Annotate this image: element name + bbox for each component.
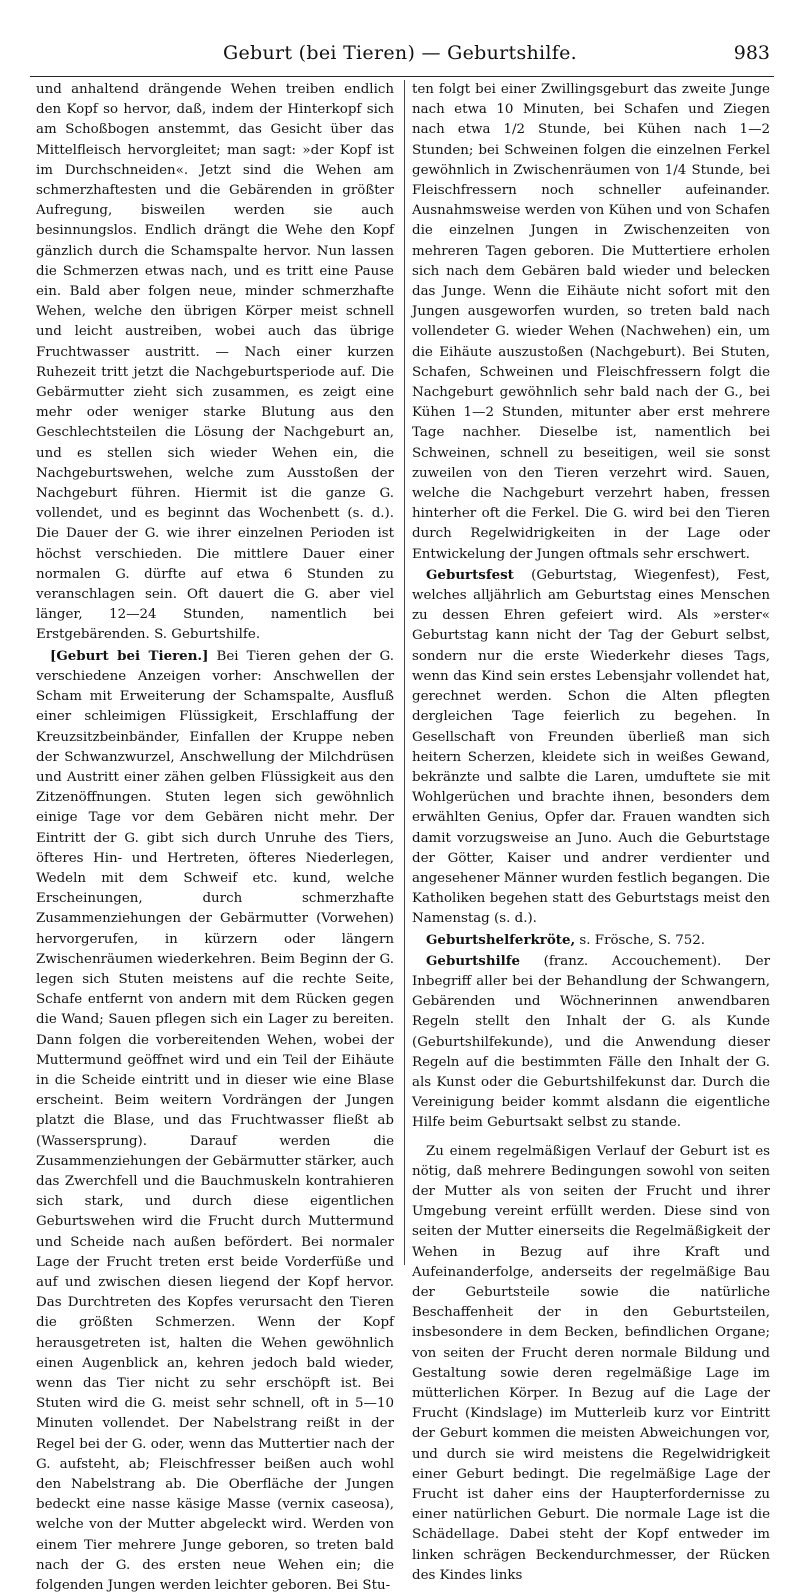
right-column (412, 80, 770, 1583)
header-rule (30, 76, 774, 77)
running-title: Geburt (bei Tieren) — Geburtshilfe. (222, 42, 578, 64)
entry-text: s. Frösche, S. 752. (579, 932, 706, 948)
column-divider (404, 80, 405, 1265)
section-heading: [Geburt bei Tieren.] (50, 647, 209, 664)
page-header (30, 42, 770, 68)
entry-headword: Geburtsfest (426, 566, 514, 583)
entry (412, 565, 770, 930)
entry-headword: Geburtshilfe (426, 952, 521, 969)
entry-headword: Geburtshelferkröte, (426, 931, 576, 948)
paragraph: und anhaltend drängende Wehen treiben endlich den Kopf so hervor, daß, indem der Hinterkopf sich am Schoßbogen anstemmt, das Gesicht über das Mittelfleisch hervorgleitet; man sagt: »der Kopf ist im Durchschneiden«. Jetzt sind die Wehen am schmerzhaftesten und die Gebärenden in größter Aufregung, bisweilen werden sie auch besinnungslos. Endlich drängt die Wehe den Kopf gänzlich durch die Schamspalte hervor. Nun lassen die Schmerzen etwas nach, und es tritt eine Pause ein. Bald aber folgen neue, minder schmerzhafte Wehen, welche den übrigen Körper meist schnell und leicht austreiben, wobei auch das übrige Fruchtwasser austritt. — Nach einer kurzen Ruhezeit tritt jetzt die Nachgeburtsperiode auf. Die Gebärmutter zieht sich zusammen, es zeigt eine mehr oder weniger starke Blutung aus den Geschlechtsteilen die Lösung der Nachgeburt an, und es stellen sich wieder Wehen ein, die Nachgeburtswehen, welche zum Ausstoßen der Nachgeburt führen. Hiermit ist die ganze G. vollendet, und es beginnt das Wochenbett (s. d.). Die Dauer der G. wie ihrer einzelnen Perioden ist höchst verschieden. Die mittlere Dauer einer normalen G. dürfte auf etwa 6 Stunden zu veranschlagen sein. Oft dauert die G. aber viel länger, 12—24 Stunden, namentlich bei Erstgebärenden. S. Geburtshilfe. (36, 82, 394, 643)
paragraph-text: Bei Tieren gehen der G. verschiedene Anzeigen vorher: Anschwellen der Scham mit Erweiterung der Schamspalte, Ausfluß einer schleimigen Flüssigkeit, Erschlaffung der Kreuzsitzbeinbänder, Einfallen der Kruppe neben der Schwanzwurzel, Anschwellung der Milchdrüsen und Austritt einer zähen gelben Flüssigkeit aus den Zitzenöffnungen. Stuten legen sich gewöhnlich einige Tage vor dem Gebären nicht mehr. Der Eintritt der G. gibt sich durch Unruhe des Tiers, öfteres Hin- und Hertreten, öfteres Niederlegen, Wedeln mit dem Schweif etc. kund, welche Erscheinungen, durch schmerzhafte Zusammenziehungen der Gebärmutter (Vorwehen) hervorgerufen, in kürzern oder längern Zwischenräumen wiederkehren. Beim Beginn der G. legen sich Stuten meistens auf die rechte Seite, Schafe entfernt von andern mit dem Rücken gegen die Wand; Sauen pflegen sich ein Lager zu bereiten. Dann folgen die vorbereitenden Wehen, wobei der Muttermund geöffnet wird und ein Teil der Eihäute in die Scheide eintritt und in dieser wie eine Blase erscheint. Beim weitern Vordrängen der Jungen platzt die Blase, und das Fruchtwasser fließt ab (Wassersprung). Darauf werden die Zusammenziehungen der Gebärmutter stärker, auch das Zwerchfell und die Bauchmuskeln kontrahieren sich stark, und durch diese eigentlichen Geburtswehen wird die Frucht durch Muttermund und Scheide nach außen befördert. Bei normaler Lage der Frucht treten erst beide Vorderfüße und auf und zwischen diesen liegend der Kopf hervor. Das Durchtreten des Kopfes verursacht den Tieren die größten Schmerzen. Wenn der Kopf herausgetreten ist, halten die Wehen gewöhnlich einen Augenblick an, kehren jedoch bald wieder, wenn das Tier nicht zu sehr erschöpft ist. Bei Stuten wird die G. meist sehr schnell, oft in 5—10 Minuten vollendet. Der Nabelstrang reißt in der Regel bei der G. oder, wenn das Muttertier nach der G. aufsteht, ab; Fleischfresser beißen auch wohl den Nabelstrang ab. Die Oberfläche der Jungen bedeckt eine nasse käsige Masse (vernix caseosa), welche von der Mutter abgeleckt wird. Werden von einem Tier mehrere Junge geboren, so treten bald nach der G. des ersten neue Wehen ein; die folgenden Jungen werden leichter geboren. Bei Stu- (36, 648, 394, 1594)
paragraph (36, 646, 394, 1596)
paragraph: ten folgt bei einer Zwillingsgeburt das zweite Junge nach etwa 10 Minuten, bei Schafen und Ziegen nach etwa 1/2 Stunde, bei Kühen nach 1—2 Stunden; bei Schweinen folgen die einzelnen Ferkel gewöhnlich in Zwischenräumen von 1/4 Stunde, bei Fleischfressern noch schneller aufeinander. Ausnahmsweise werden von Kühen und von Schafen die einzelnen Jungen in Zwischenzeiten von mehreren Tagen geboren. Die Muttertiere erholen sich nach dem Gebären bald wieder und belecken das Junge. Wenn die Eihäute nicht sofort mit den Jungen ausgeworfen wurden, so treten bald nach vollendeter G. wieder Wehen (Nachwehen) ein, um die Eihäute auszustoßen (Nachgeburt). Bei Stuten, Schafen, Schweinen und Fleischfressern folgt die Nachgeburt gewöhnlich sehr bald nach der G., bei Kühen 1—2 Stunden, mitunter aber erst mehrere Tage nachher. Dieselbe ist, namentlich bei Schweinen, schnell zu beseitigen, weil sie sonst zuweilen von den Tieren verzehrt wird. Sauen, welche die Nachgeburt verzehrt haben, fressen hinterher oft die Ferkel. Die G. wird bei den Tieren durch Regelwidrigkeiten in der Lage oder Entwickelung der Jungen oftmals sehr erschwert. (412, 82, 770, 562)
entry-text: (Geburtstag, Wiegenfest), Fest, welches alljährlich am Geburtstag eines Menschen zu dessen Ehren gefeiert wird. Als »erster« Geburtstag kann nicht der Tag der Geburt selbst, sondern nur die erste Wiederkehr dieses Tags, wenn das Kind sein erstes Lebensjahr vollendet hat, gerechnet werden. Schon die Alten pflegten dergleichen Tage feierlich zu begehen. In Gesellschaft von Freunden überließ man sich heitern Scherzen, kleidete sich in weißes Gewand, bekränzte und salbte die Laren, umduftete sie mit Wohlgerüchen und brachte ihnen, besonders dem erwählten Genius, Opfer dar. Frauen wandten sich damit vorzugsweise an Juno. Auch die Geburtstage der Götter, Kaiser und andrer verdienter und angesehener Männer wurden festlich begangen. Die Katholiken begehen statt des Geburtstags meist den Namenstag (s. d.). (412, 567, 770, 927)
entry (412, 951, 770, 1134)
left-column (36, 80, 394, 1594)
paragraph: Zu einem regelmäßigen Verlauf der Geburt ist es nötig, daß mehrere Bedingungen sowohl von seiten der Mutter als von seiten der Frucht und ihrer Umgebung vereint erfüllt werden. Diese sind von seiten der Mutter einerseits die Regelmäßigkeit der Wehen in Bezug auf ihre Kraft und Aufeinanderfolge, anderseits der regelmäßige Bau der Geburtsteile sowie die natürliche Beschaffenheit der in den Geburtsteilen, insbesondere in dem Becken, befindlichen Organe; von seiten der Frucht deren normale Bildung und Gestaltung sowie deren regelmäßige Lage im mütterlichen Körper. In Bezug auf die Lage der Frucht (Kindslage) im Mutterleib kurz vor Eintritt der Geburt kommen die meisten Abweichungen vor, und durch sie wird meistens die Regelwidrigkeit einer Geburt bedingt. Die regelmäßige Lage der Frucht ist daher eins der Haupterfordernisse zu einer natürlichen Geburt. Die normale Lage ist die Schädellage. Dabei steht der Kopf entweder im linken schrägen Beckendurchmesser, der Rücken des Kindes links (412, 1143, 770, 1583)
entry-text: (franz. Accouchement). Der Inbegriff aller bei der Behandlung der Schwangern, Gebärenden und Wöchnerinnen anwendbaren Regeln stellt den Inhalt der G. als Kunde (Geburtshilfekunde), und die Anwendung dieser Regeln auf die bestimmten Fälle den Inhalt der G. als Kunst oder die Geburtshilfekunst dar. Durch die Vereinigung beider kommt alsdann die eigentliche Hilfe beim Geburtsakt selbst zu stande. (412, 953, 770, 1131)
entry (412, 930, 770, 951)
page-number: 983 (733, 42, 770, 64)
